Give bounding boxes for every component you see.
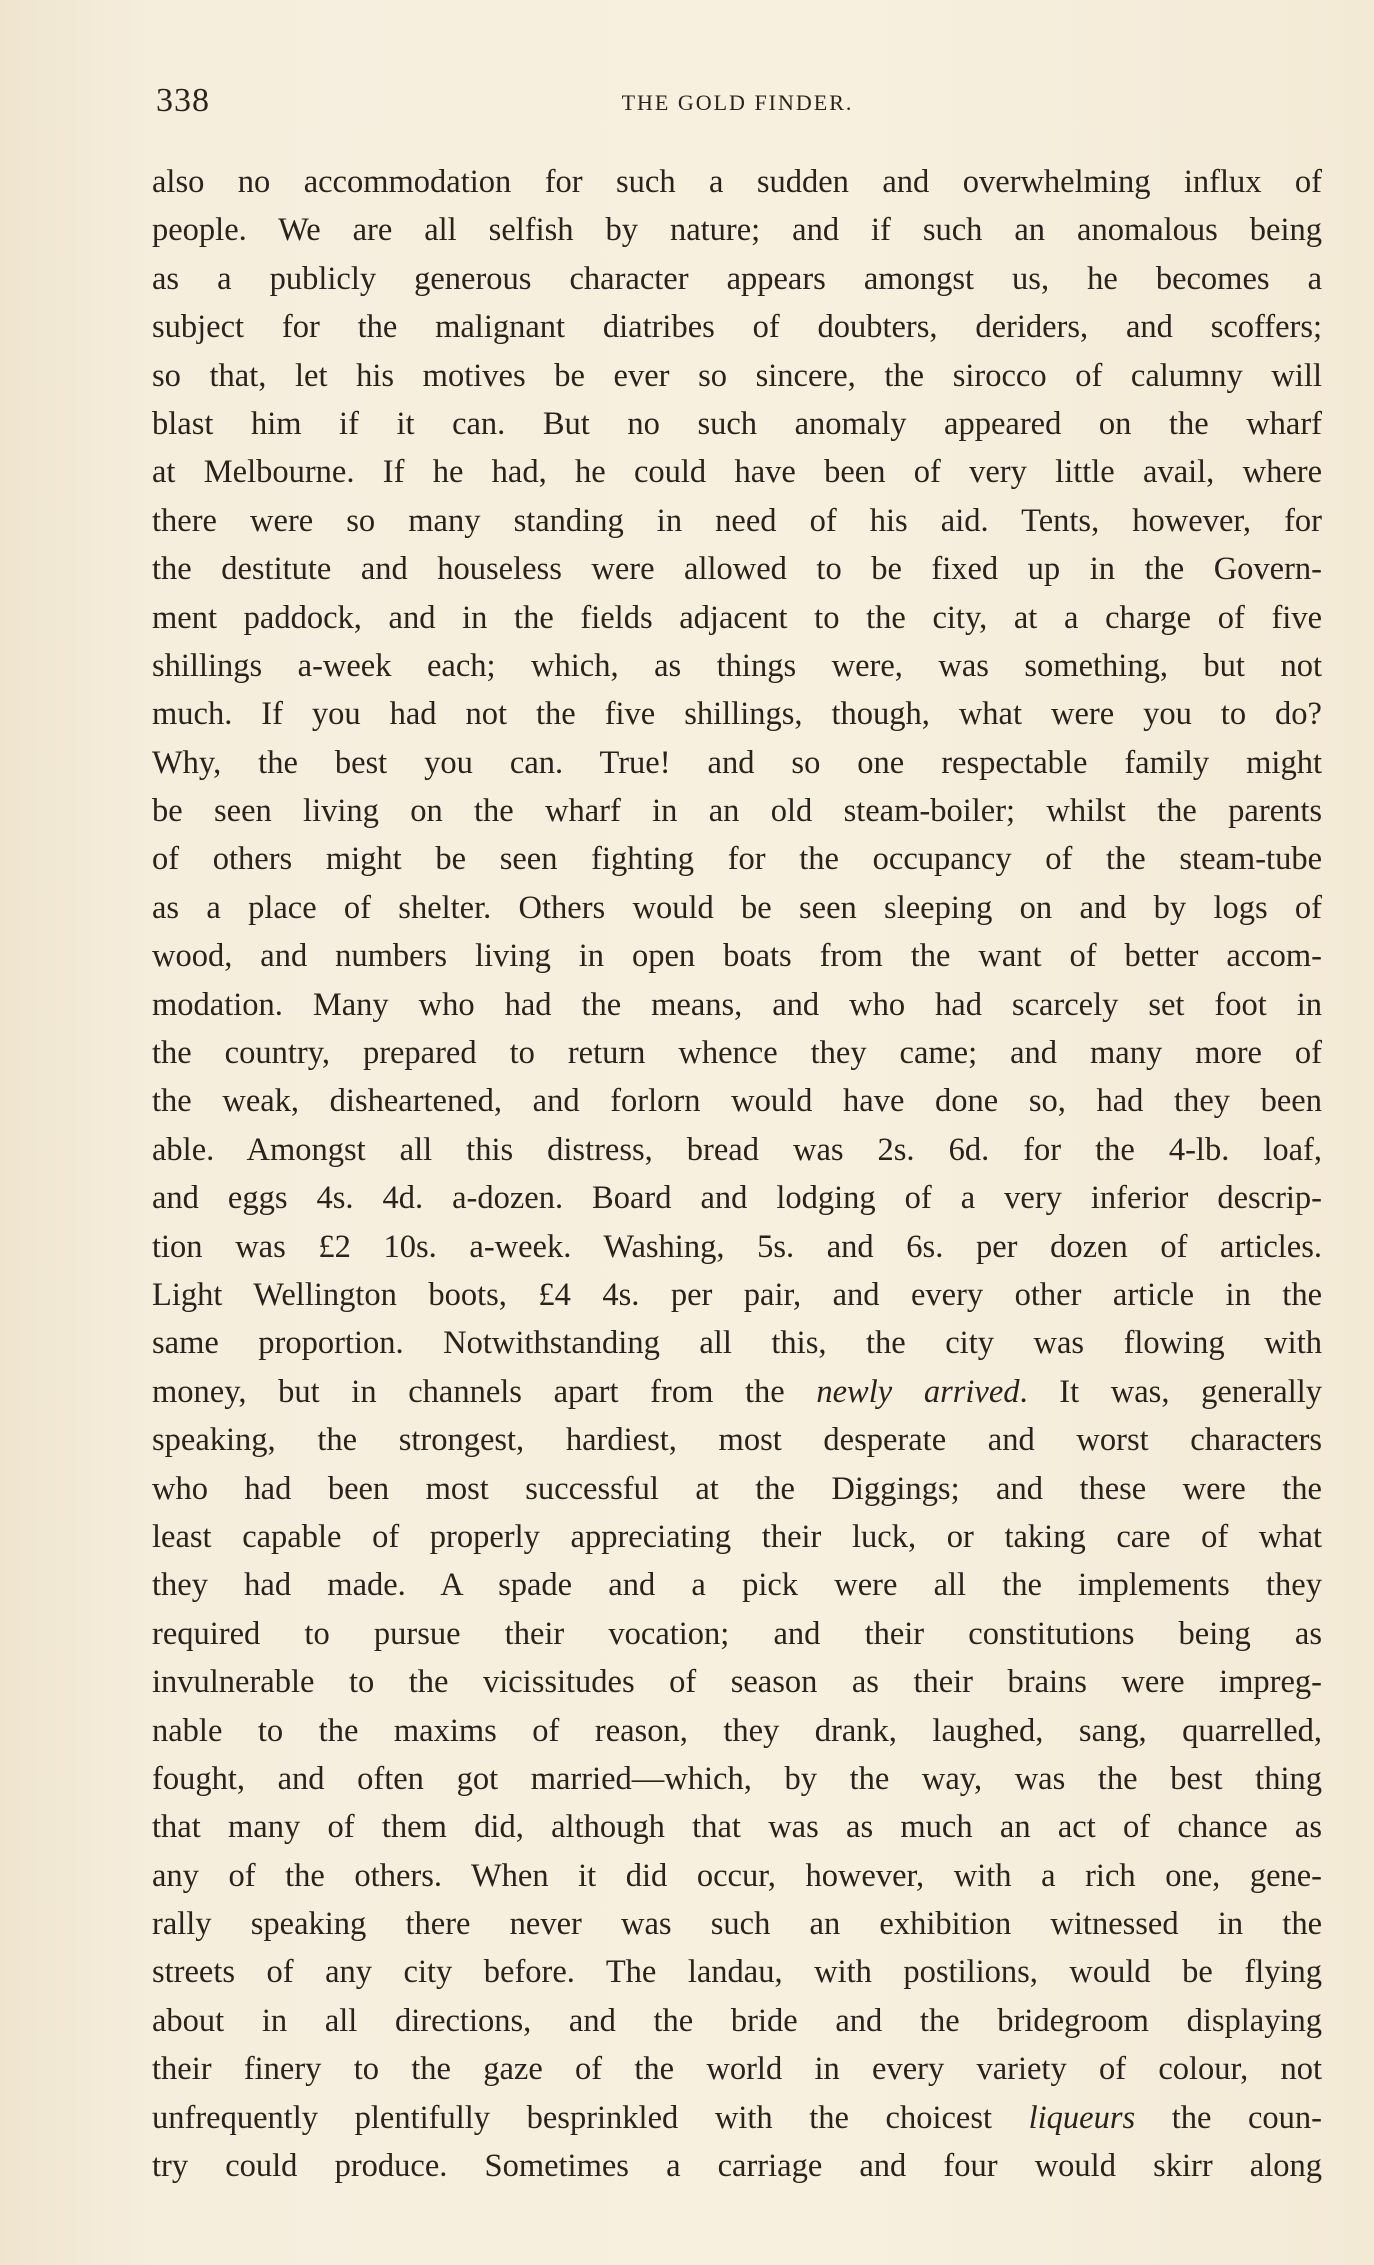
text-line: any of the others. When it did occur, however, with a rich one, gene- bbox=[152, 1857, 1322, 1894]
text-line: blast him if it can. But no such anomaly appeared on the wharf bbox=[152, 405, 1322, 442]
text-line: money, but in channels apart from the newly arrived. It was, generally bbox=[152, 1373, 1322, 1410]
text-line: Why, the best you can. True! and so one respectable family might bbox=[152, 744, 1322, 781]
text-line: and eggs 4s. 4d. a-dozen. Board and lodging of a very inferior descrip- bbox=[152, 1180, 1322, 1217]
text-line: that many of them did, although that was as much an act of chance as bbox=[152, 1809, 1322, 1846]
text-line: there were so many standing in need of his aid. Tents, however, for bbox=[152, 502, 1322, 539]
text-line: fought, and often got married—which, by the way, was the best thing bbox=[152, 1760, 1322, 1797]
text-line: unfrequently plentifully besprinkled with the choicest liqueurs the coun- bbox=[152, 2099, 1322, 2136]
text-line: of others might be seen fighting for the occupancy of the steam-tube bbox=[152, 841, 1322, 878]
text-line: tion was £2 10s. a-week. Washing, 5s. and 6s. per dozen of articles. bbox=[152, 1228, 1322, 1265]
text-line: they had made. A spade and a pick were all the implements they bbox=[152, 1567, 1322, 1604]
text-line: ment paddock, and in the fields adjacent to the city, at a charge of five bbox=[152, 599, 1322, 636]
page-header bbox=[150, 82, 1325, 132]
text-line: try could produce. Sometimes a carriage and four would skirr along bbox=[152, 2148, 1322, 2185]
italic-phrase: newly arrived bbox=[816, 1373, 1020, 1410]
text-line: modation. Many who had the means, and who had scarcely set foot in bbox=[152, 986, 1322, 1023]
text-line: the destitute and houseless were allowed to be fixed up in the Govern- bbox=[152, 551, 1322, 588]
text-line: wood, and numbers living in open boats from the want of better accom- bbox=[152, 938, 1322, 975]
text-line: Light Wellington boots, £4 4s. per pair, and every other article in the bbox=[152, 1276, 1322, 1313]
text-line: at Melbourne. If he had, he could have been of very little avail, where bbox=[152, 454, 1322, 491]
text-line: much. If you had not the five shillings, though, what were you to do? bbox=[152, 696, 1322, 733]
text-line: as a publicly generous character appears amongst us, he becomes a bbox=[152, 260, 1322, 297]
text-line: about in all directions, and the bride and the bridegroom displaying bbox=[152, 2002, 1322, 2039]
text-line: nable to the maxims of reason, they drank, laughed, sang, quarrelled, bbox=[152, 1712, 1322, 1749]
text-line: also no accommodation for such a sudden and overwhelming influx of bbox=[152, 164, 1322, 200]
text-line: streets of any city before. The landau, with postilions, would be flying bbox=[152, 1954, 1322, 1991]
text-line: the country, prepared to return whence they came; and many more of bbox=[152, 1035, 1322, 1072]
text-line: required to pursue their vocation; and their constitutions being as bbox=[152, 1615, 1322, 1652]
text-line: who had been most successful at the Diggings; and these were the bbox=[152, 1470, 1322, 1507]
text-line: least capable of properly appreciating their luck, or taking care of what bbox=[152, 1518, 1322, 1555]
text-line: rally speaking there never was such an exhibition witnessed in the bbox=[152, 1906, 1322, 1943]
text-line: so that, let his motives be ever so sincere, the sirocco of calumny will bbox=[152, 357, 1322, 394]
text-line: invulnerable to the vicissitudes of season as their brains were impreg- bbox=[152, 1664, 1322, 1701]
text-line: people. We are all selfish by nature; and if such an anomalous being bbox=[152, 212, 1322, 249]
text-line: able. Amongst all this distress, bread was 2s. 6d. for the 4-lb. loaf, bbox=[152, 1131, 1322, 1168]
text-line: shillings a-week each; which, as things were, was something, but not bbox=[152, 647, 1322, 684]
text-line: speaking, the strongest, hardiest, most desperate and worst characters bbox=[152, 1422, 1322, 1459]
body-text bbox=[152, 158, 1322, 2190]
text-line: subject for the malignant diatribes of doubters, deriders, and scoffers; bbox=[152, 309, 1322, 346]
page-number: 338 bbox=[156, 82, 210, 119]
running-title: THE GOLD FINDER. bbox=[621, 90, 854, 115]
text-line: same proportion. Notwithstanding all this, the city was flowing with bbox=[152, 1325, 1322, 1362]
text-line: the weak, disheartened, and forlorn would have done so, had they been bbox=[152, 1083, 1322, 1120]
text-line: as a place of shelter. Others would be seen sleeping on and by logs of bbox=[152, 889, 1322, 926]
text-line: their finery to the gaze of the world in every variety of colour, not bbox=[152, 2051, 1322, 2088]
italic-phrase: liqueurs bbox=[1028, 2099, 1136, 2136]
text-line: be seen living on the wharf in an old steam-boiler; whilst the parents bbox=[152, 793, 1322, 830]
